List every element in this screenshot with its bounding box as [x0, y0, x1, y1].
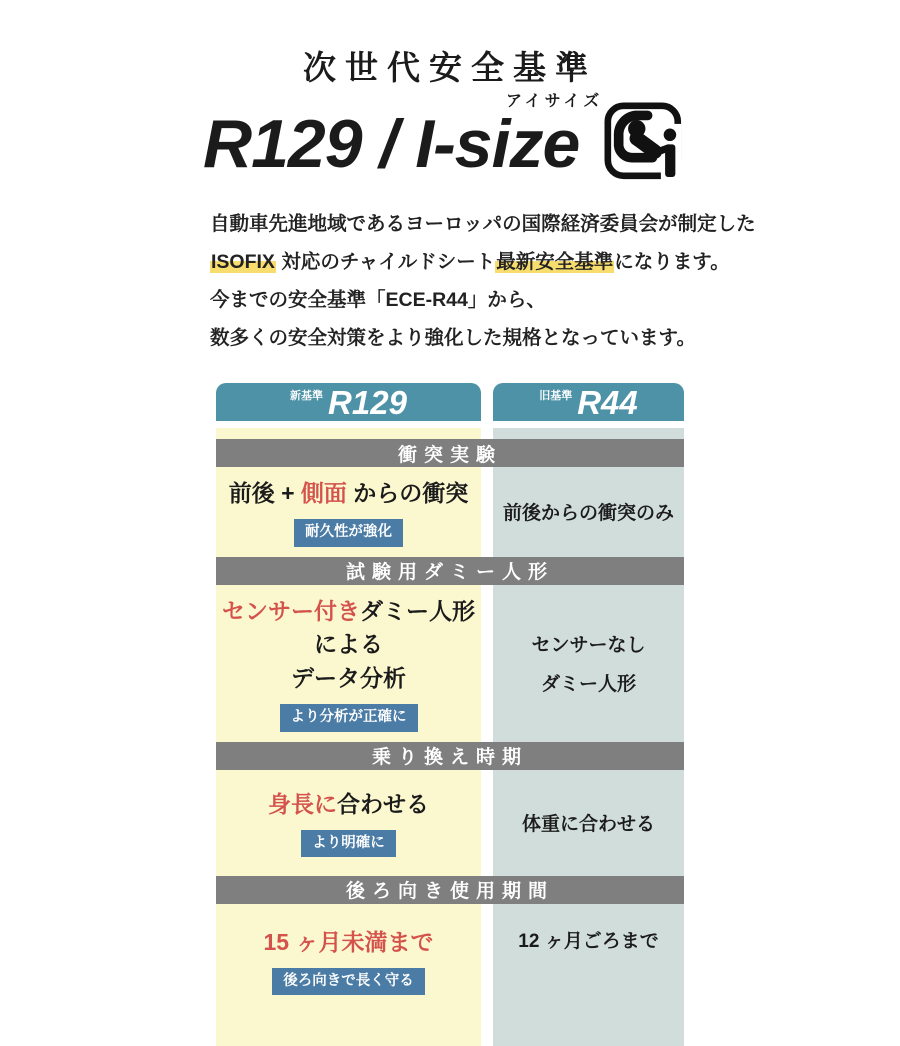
- accent-text: センサー付き: [222, 597, 360, 624]
- intro-line-2: ISOFIX 対応のチャイルドシート最新安全基準になります。: [211, 251, 730, 273]
- improvement-badge: 後ろ向きで長く守る: [272, 968, 425, 996]
- cell-main-line2: データ分析: [291, 664, 406, 691]
- cell-r44-switch-timing: 体重に合わせる: [493, 770, 684, 876]
- old-standard-tag: 旧基準: [539, 390, 573, 402]
- brand-part1: R129 / I-: [203, 106, 455, 182]
- intro-line-4: 数多くの安全対策をより強化した規格となっています。: [210, 327, 696, 349]
- i-size-icon: [603, 101, 685, 183]
- brand-logo-text: [203, 93, 604, 182]
- page-title: 次世代安全基準: [303, 49, 597, 86]
- accent-text: 側面: [300, 480, 354, 506]
- intro-line-1: 自動車先進地域であるヨーロッパの国際経済委員会が制定した: [210, 213, 756, 235]
- comparison-table: [216, 383, 684, 1046]
- intro-line-3: 今までの安全基準「ECE-R44」から、: [210, 289, 546, 311]
- accent-text: 15 ヶ月未満まで: [263, 928, 434, 955]
- highlight-isofix: ISOFIX: [211, 251, 275, 273]
- cell-r44-rear-facing: 12 ヶ月ごろまで: [493, 904, 684, 1046]
- table-row: [216, 904, 684, 1046]
- highlight-latest-standard: 最新安全基準: [496, 251, 614, 273]
- accent-text: 身長に: [268, 790, 337, 817]
- brand-ruby: アイサイズ: [506, 93, 604, 110]
- header-new-standard-r129: [216, 383, 481, 421]
- table-row: [216, 467, 684, 557]
- table-row: [216, 585, 684, 742]
- infographic-page: [0, 42, 900, 989]
- cell-r129-rear-facing: [216, 904, 481, 1046]
- improvement-badge: より明確に: [301, 830, 396, 858]
- cell-main-text: センサー付きダミー人形による データ分析: [216, 595, 481, 695]
- brand-row: [203, 93, 900, 183]
- cell-main-text: 身長に合わせる: [268, 790, 429, 817]
- cell-r44-crash-test: 前後からの衝突のみ: [493, 467, 684, 557]
- section-band-crash-test: 衝突実験: [216, 439, 684, 467]
- cell-main-text: 前後 + 側面 からの衝突: [228, 480, 469, 506]
- new-standard-name: R129: [328, 383, 407, 421]
- table-header-row: [216, 383, 684, 421]
- brand-part2: size アイサイズ: [454, 93, 604, 182]
- cell-r129-switch-timing: [216, 770, 481, 876]
- improvement-badge: より分析が正確に: [280, 704, 418, 732]
- intro-paragraph: [210, 205, 900, 357]
- cell-r129-crash-test: [216, 467, 481, 557]
- section-band-rear-facing-period: 後ろ向き使用期間: [216, 876, 684, 904]
- table-row: [216, 770, 684, 876]
- cell-main-text: [264, 926, 434, 959]
- header-old-standard-r44: [493, 383, 684, 421]
- old-standard-name: R44: [577, 383, 638, 421]
- section-band-switch-timing: 乗り換え時期: [216, 742, 684, 770]
- new-standard-tag: 新基準: [290, 390, 324, 402]
- cell-r44-test-dummy: センサーなし ダミー人形: [493, 585, 684, 742]
- column-color-spacer: [216, 428, 684, 439]
- section-band-test-dummy: 試験用ダミー人形: [216, 557, 684, 585]
- cell-r129-test-dummy: [216, 585, 481, 742]
- improvement-badge: 耐久性が強化: [294, 519, 403, 547]
